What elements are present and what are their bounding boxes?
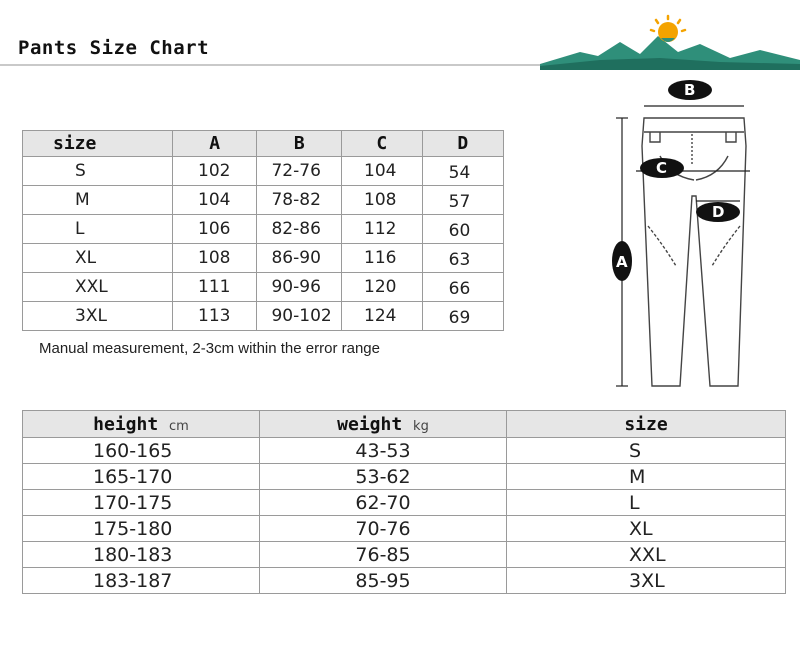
a-cell: 104 [172,186,257,215]
a-cell: 111 [172,273,257,302]
pants-measurement-diagram [600,76,800,396]
b-cell: 86-90 [257,244,342,273]
page-title: Pants Size Chart [18,37,210,59]
table-row [23,244,504,273]
table-row [23,490,786,516]
b-cell: 78-82 [257,186,342,215]
table-header-row [23,411,786,438]
table-row [23,157,504,186]
column-header-size: size [23,131,173,157]
size-cell: 3XL [23,302,173,331]
measure-marker-c [640,158,684,178]
size-cell: XL [507,516,786,542]
weight-cell: 62-70 [260,490,507,516]
size-cell: S [23,157,173,186]
a-cell: 106 [172,215,257,244]
height-header-label: height [93,413,159,435]
column-header-b: B [257,131,342,157]
size-cell: L [507,490,786,516]
table-row [23,464,786,490]
d-cell: 57 [422,186,503,215]
column-header-size [507,411,786,438]
size-cell: M [507,464,786,490]
height-cell: 170-175 [23,490,260,516]
table-row [23,438,786,464]
measure-marker-a [612,241,632,281]
c-cell: 120 [342,273,423,302]
column-header-c: C [342,131,423,157]
c-cell: 124 [342,302,423,331]
marker-b-label: B [684,81,696,99]
measurement-note: Manual measurement, 2-3cm within the error range [39,340,380,357]
brand-logo [540,14,800,70]
measure-marker-d [696,202,740,222]
height-weight-table [22,410,786,594]
size-cell: XL [23,244,173,273]
marker-a-label: A [616,253,628,271]
weight-unit: kg [413,418,429,434]
table-row [23,568,786,594]
column-header-weight [260,411,507,438]
d-cell: 63 [422,244,503,273]
size-cell: M [23,186,173,215]
measure-marker-b [668,80,712,100]
d-cell: 66 [422,273,503,302]
b-cell: 82-86 [257,215,342,244]
weight-header-label: weight [337,413,403,435]
table-row [23,186,504,215]
marker-d-label: D [712,203,725,221]
c-cell: 116 [342,244,423,273]
a-cell: 113 [172,302,257,331]
height-cell: 180-183 [23,542,260,568]
height-cell: 160-165 [23,438,260,464]
size-measurement-table [22,130,504,331]
table-row [23,542,786,568]
weight-cell: 43-53 [260,438,507,464]
height-unit: cm [169,418,189,434]
height-cell: 183-187 [23,568,260,594]
column-header-d: D [422,131,503,157]
c-cell: 108 [342,186,423,215]
weight-cell: 85-95 [260,568,507,594]
a-cell: 108 [172,244,257,273]
table-header-row [23,131,504,157]
b-cell: 72-76 [257,157,342,186]
weight-cell: 70-76 [260,516,507,542]
d-cell: 54 [422,157,503,186]
a-cell: 102 [172,157,257,186]
column-header-height [23,411,260,438]
size-cell: 3XL [507,568,786,594]
size-cell: L [23,215,173,244]
weight-cell: 76-85 [260,542,507,568]
size-cell: S [507,438,786,464]
table-row [23,273,504,302]
table-row [23,516,786,542]
height-cell: 165-170 [23,464,260,490]
b-cell: 90-96 [257,273,342,302]
column-header-a: A [172,131,257,157]
marker-c-label: C [656,159,668,177]
c-cell: 112 [342,215,423,244]
d-cell: 69 [422,302,503,331]
c-cell: 104 [342,157,423,186]
size-cell: XXL [23,273,173,302]
b-cell: 90-102 [257,302,342,331]
d-cell: 60 [422,215,503,244]
height-cell: 175-180 [23,516,260,542]
table-row [23,215,504,244]
size-header-label: size [624,413,668,435]
size-cell: XXL [507,542,786,568]
table-row [23,302,504,331]
weight-cell: 53-62 [260,464,507,490]
